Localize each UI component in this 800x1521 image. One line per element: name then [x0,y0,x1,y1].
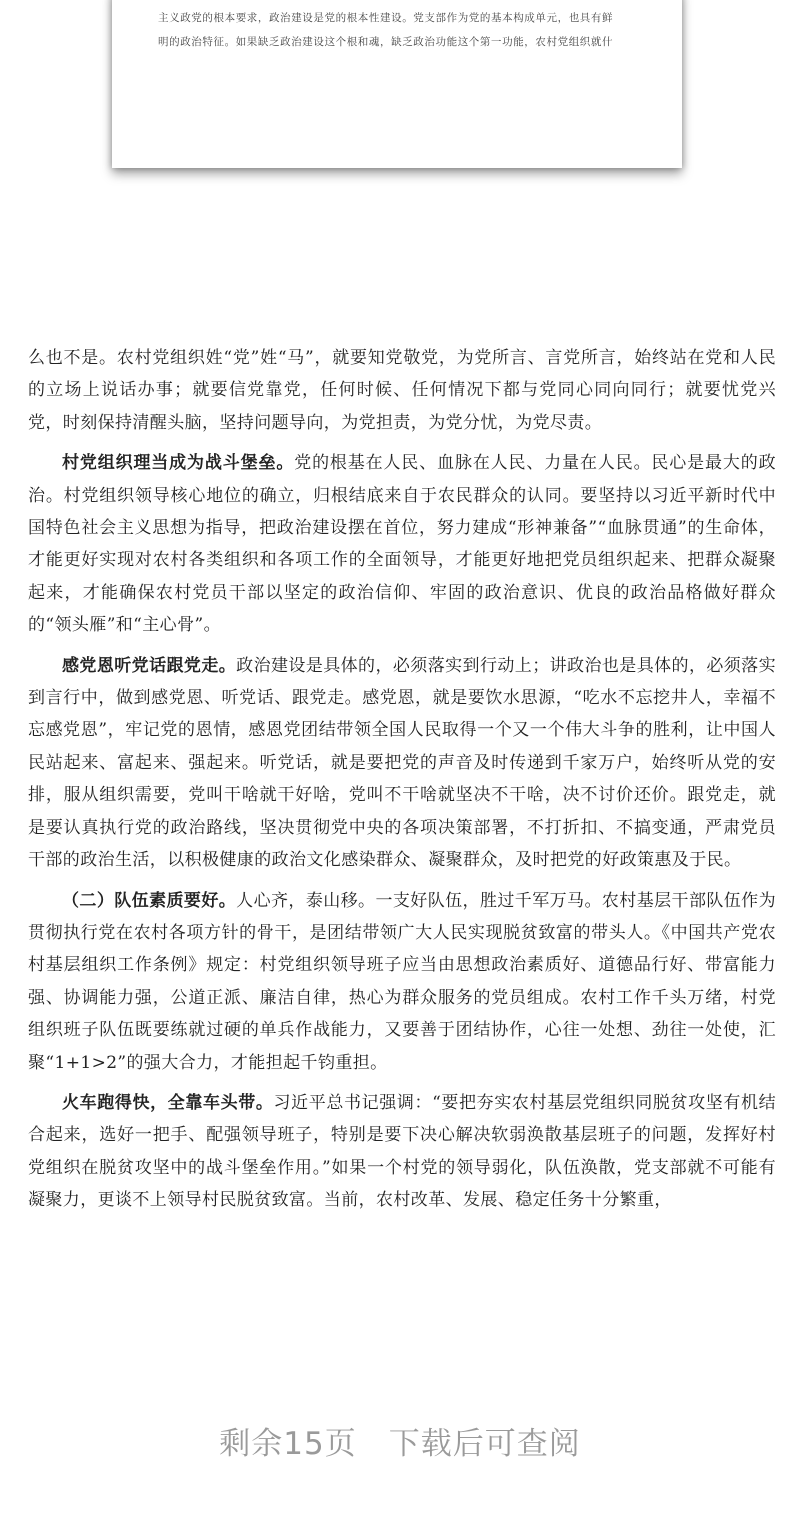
preview-line-2: 明的政治特征。如果缺乏政治建设这个根和魂，缺乏政治功能这个第一功能，农村党组织就什 [158,36,614,48]
paragraph-2-heading: 村党组织理当成为战斗堡垒。 [62,453,295,474]
paragraph-3 [28,650,776,877]
document-body [28,342,776,1225]
paragraph-4 [28,885,776,1079]
paragraph-3-heading: 感党恩听党话跟党走。 [62,655,237,676]
preview-page-card [112,0,682,168]
paragraph-4-text: 人心齐，泰山移。一支好队伍，胜过千军万马。农村基层干部队伍作为贯彻执行党在农村各项方针的骨干，是团结带领广大人民实现脱贫致富的带头人。《中国共产党农村基层组织工作条例》规定：村党组织领导班子应当由思想政治素质好、道德品行好、带富能力强、协调能力强，公道正派、廉洁自律，热心为群众服务的党员组成。农村工作千头万绪，村党组织班子队伍既要练就过硬的单兵作战能力，又要善于团结协作，心往一处想、劲往一处使，汇聚“1+1>2”的强大合力，才能担起千钧重担。 [28,890,777,1073]
paragraph-5-text: 习近平总书记强调：“要把夯实农村基层党组织同脱贫攻坚有机结合起来，选好一把手、配强领导班子，特别是要下决心解决软弱涣散基层班子的问题，发挥好村党组织在脱贫攻坚中的战斗堡垒作用。”如果一个村党的领导弱化，队伍涣散，党支部就不可能有凝聚力，更谈不上领导村民脱贫致富。当前，农村改革、发展、稳定任务十分繁重， [28,1092,776,1211]
paragraph-2-text: 党的根基在人民、血脉在人民、力量在人民。民心是最大的政治。村党组织领导核心地位的确立，归根结底来自于农民群众的认同。要坚持以习近平新时代中国特色社会主义思想为指导，把政治建设摆在首位，努力建成“形神兼备”“血脉贯通”的生命体，才能更好实现对农村各类组织和各项工作的全面领导，才能更好地把党员组织起来、把群众凝聚起来，才能确保农村党员干部以坚定的政治信仰、牢固的政治意识、优良的政治品格做好群众的“领头雁”和“主心骨”。 [28,453,776,636]
paragraph-5 [28,1087,776,1217]
paragraph-4-heading: （二）队伍素质要好。 [62,890,237,911]
remaining-pages-notice[interactable]: 剩余15页 下载后可查阅 [219,1426,581,1462]
paragraph-1 [28,342,776,439]
paragraph-2 [28,447,776,641]
preview-line-1: 主义政党的根本要求，政治建设是党的根本性建设。党支部作为党的基本构成单元，也具有鲜 [158,12,614,24]
paragraph-1-text: 么也不是。农村党组织姓“党”姓“马”，就要知党敬党，为党所言、言党所言，始终站在党和人民的立场上说话办事；就要信党靠党，任何时候、任何情况下都与党同心同向同行；就要忧党兴党，时刻保持清醒头脑，坚持问题导向，为党担责，为党分忧，为党尽责。 [28,348,776,433]
paragraph-3-text: 政治建设是具体的，必须落实到行动上；讲政治也是具体的，必须落实到言行中，做到感党恩、听党话、跟党走。感党恩，就是要饮水思源，“吃水不忘挖井人，幸福不忘感党恩”，牢记党的恩情，感恩党团结带领全国人民取得一个又一个伟大斗争的胜利，让中国人民站起来、富起来、强起来。听党话，就是要把党的声音及时传递到千家万户，始终听从党的安排，服从组织需要，党叫干啥就干好啥，党叫不干啥就坚决不干啥，决不讨价还价。跟党走，就是要认真执行党的政治路线，坚决贯彻党中央的各项决策部署，不打折扣、不搞变通，严肃党员干部的政治生活，以积极健康的政治文化感染群众、凝聚群众，及时把党的好政策惠及于民。 [28,655,777,871]
paragraph-5-heading: 火车跑得快，全靠车头带。 [62,1092,274,1113]
